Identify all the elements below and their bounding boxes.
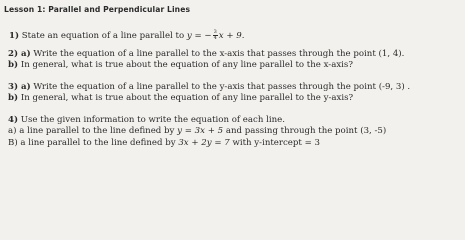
question-4b-equation: 3x + 2y = 7	[178, 138, 230, 148]
question-2a-text: Write the equation of a line parallel to the x-axis that passes through the point	[33, 49, 376, 59]
question-4a-text: a line parallel to the line defined by	[19, 126, 175, 136]
question-3b	[8, 93, 353, 104]
question-3a-point: (-9, 3) .	[378, 82, 411, 92]
question-4a-equation: y = 3x + 5	[177, 126, 224, 136]
question-4b-intercept: = 3	[304, 138, 320, 148]
lesson-title: Lesson 1: Parallel and Perpendicular Lines	[4, 5, 191, 14]
fraction-numerator: 3	[213, 29, 217, 35]
question-1-equation-rest: x + 9.	[218, 31, 245, 41]
question-1-number: 1)	[9, 31, 20, 41]
question-2a	[8, 49, 404, 60]
question-4	[8, 115, 285, 126]
question-2b-text: In general, what is true about the equation of any line parallel to the x-axis?	[20, 60, 353, 70]
question-4-number: 4)	[8, 115, 19, 125]
question-4a	[8, 126, 386, 137]
question-3a-text: Write the equation of a line parallel to the y-axis that passes through the point	[33, 82, 376, 92]
question-1	[9, 30, 245, 42]
question-4a-letter: a)	[8, 126, 17, 136]
question-2b-number: b)	[8, 60, 19, 70]
question-4-text: Use the given information to write the equation of each line.	[20, 115, 285, 125]
question-3a-number: 3) a)	[8, 82, 31, 92]
question-2b	[8, 60, 353, 71]
question-3b-number: b)	[8, 93, 19, 103]
question-4b-text2: with y-intercept	[232, 138, 302, 148]
question-1-text: State an equation of a line parallel to	[21, 31, 185, 41]
question-1-equation-start: y = −	[186, 31, 212, 41]
fraction-denominator: 4	[213, 35, 217, 41]
question-3a	[8, 82, 410, 93]
question-4b-text: a line parallel to the line defined by	[20, 138, 176, 148]
question-2a-point: (1, 4).	[378, 49, 405, 59]
question-4a-text2: and passing through the point	[225, 126, 358, 136]
question-4b-letter: B)	[8, 138, 18, 148]
question-2a-number: 2) a)	[8, 49, 31, 59]
question-1-fraction	[213, 30, 218, 41]
question-3b-text: In general, what is true about the equation of any line parallel to the y-axis?	[20, 93, 354, 103]
question-4b	[8, 138, 320, 149]
question-4a-point: (3, -5)	[360, 126, 387, 136]
